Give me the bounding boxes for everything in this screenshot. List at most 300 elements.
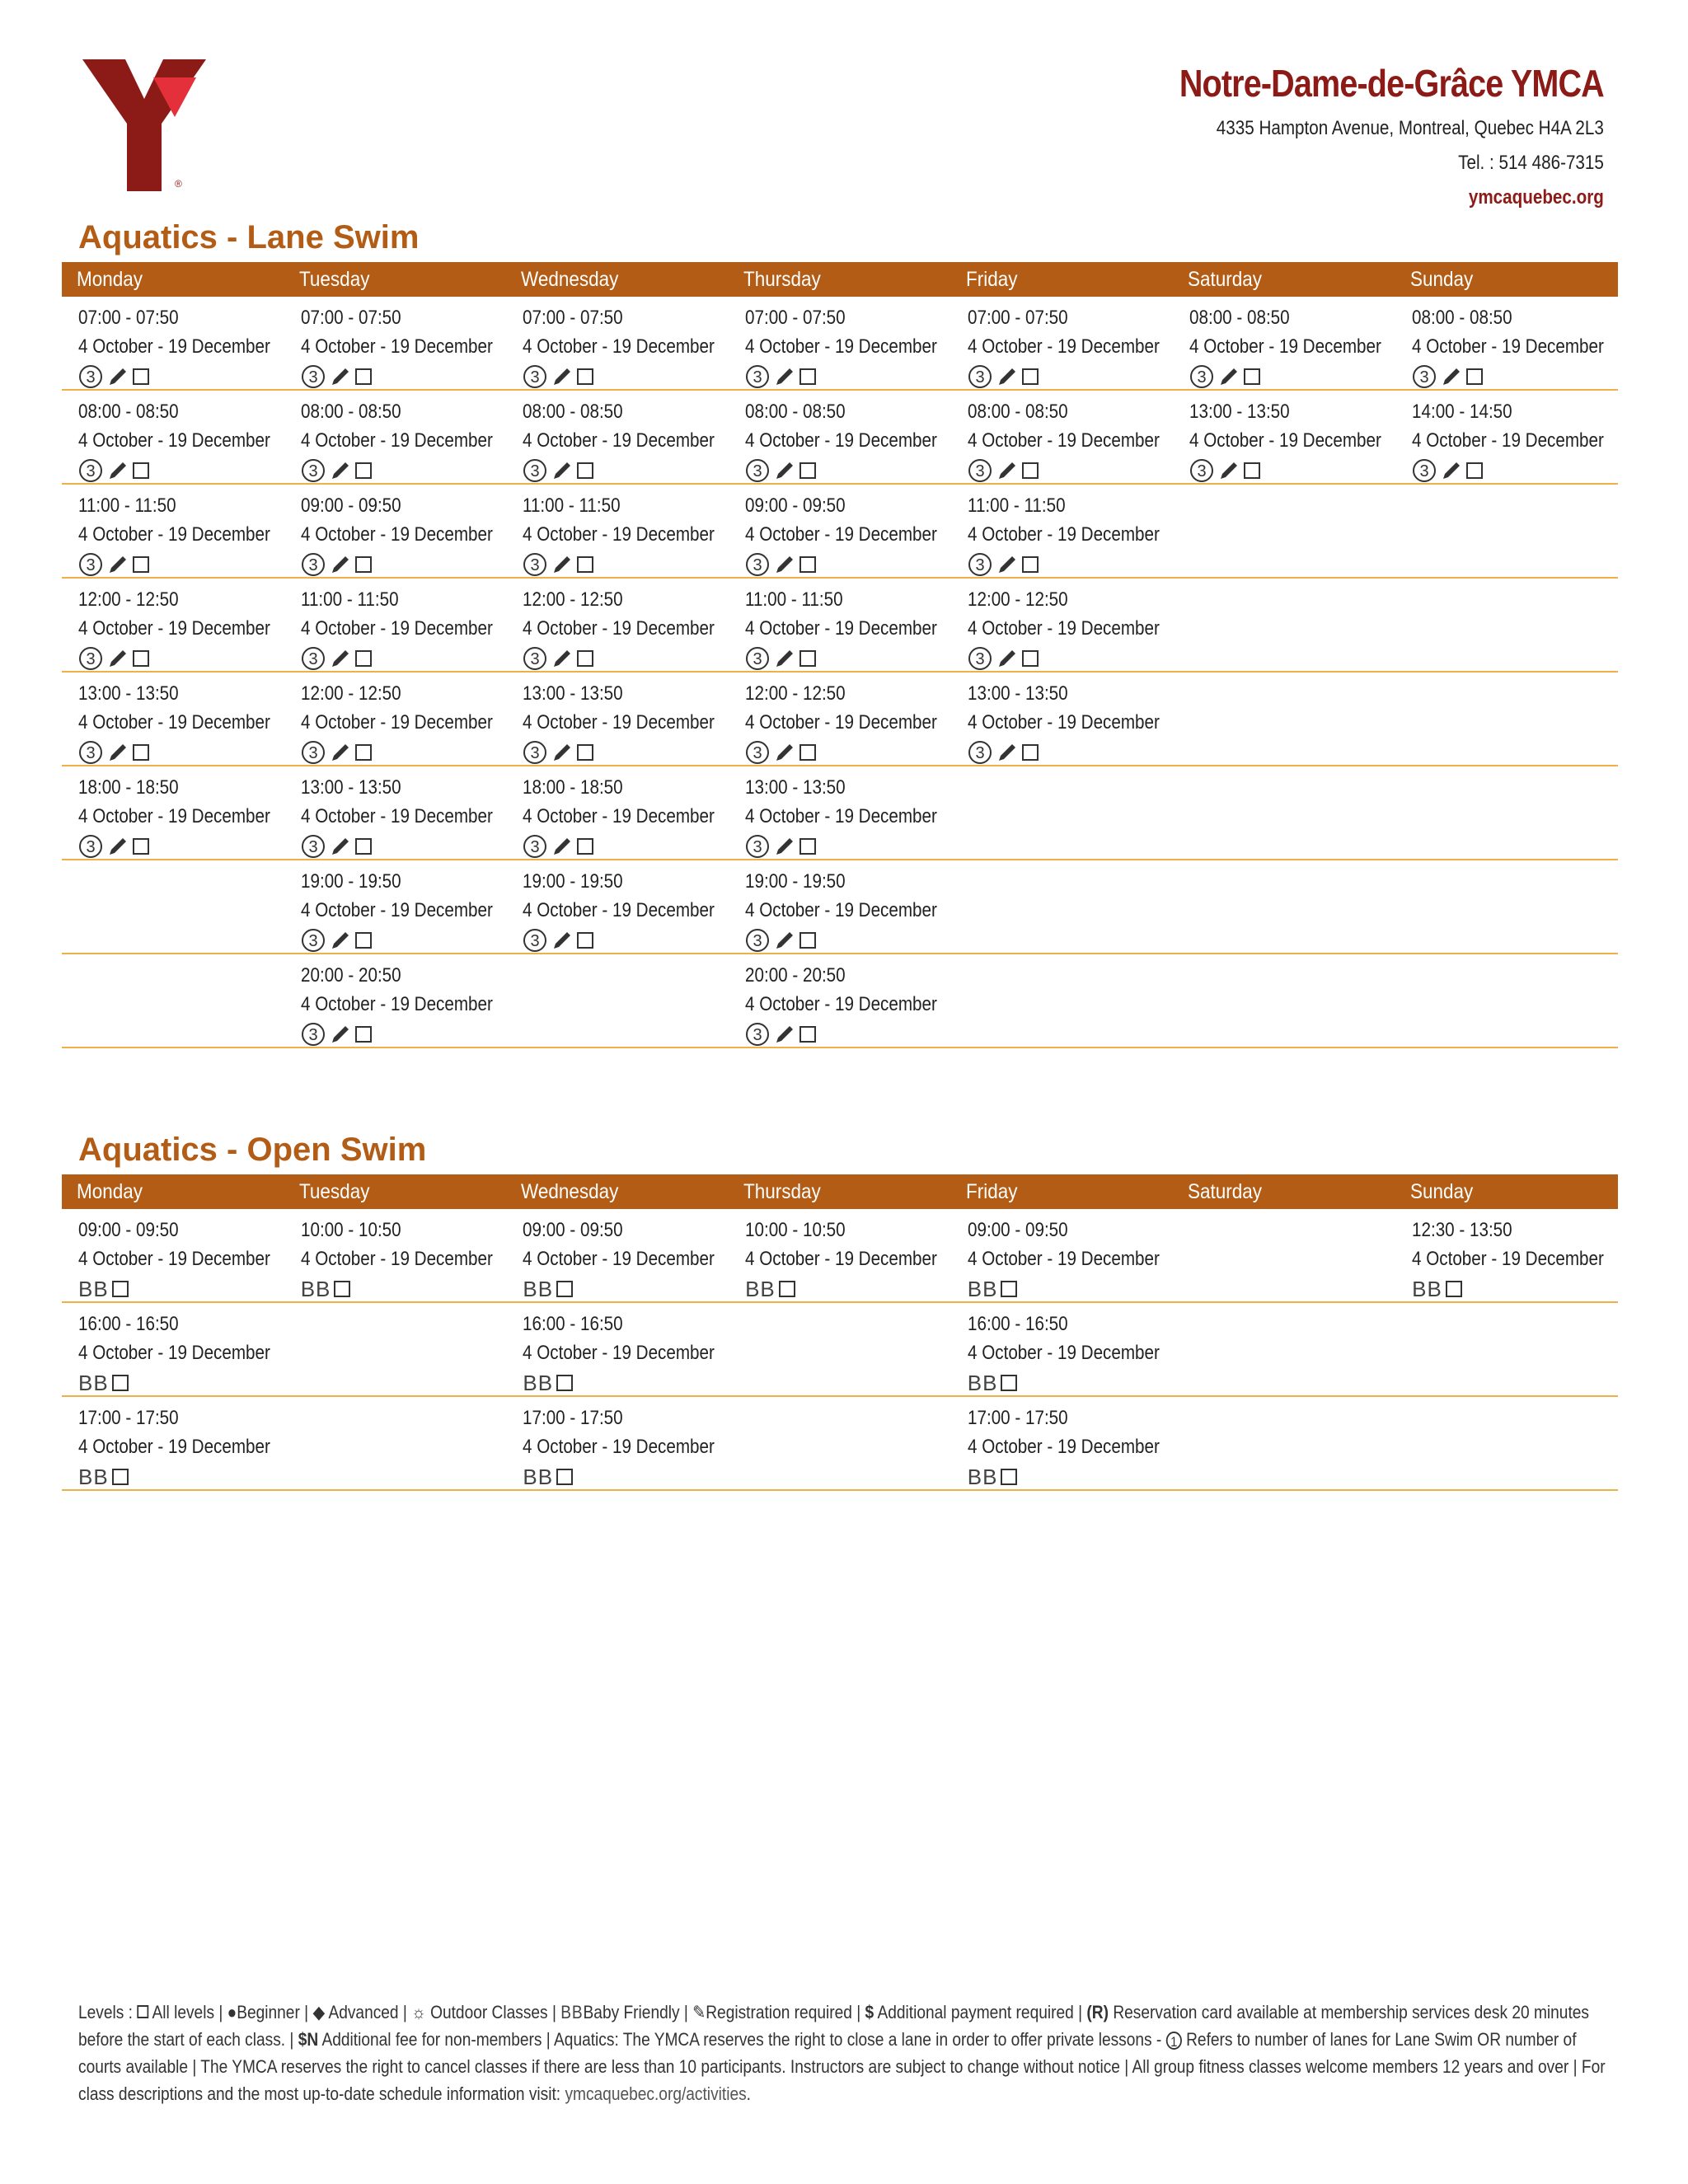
all-levels-icon [1022, 650, 1039, 667]
svg-text:3: 3 [308, 1026, 318, 1044]
lane-count-icon [523, 928, 547, 953]
lane-count-icon [301, 552, 326, 577]
lane-swim-cell-friday [951, 579, 1174, 671]
lane-swim-schedule [62, 297, 1618, 1048]
session-time: 13:00 - 13:50 [523, 682, 624, 705]
session-dates: 4 October - 19 December [745, 1248, 937, 1270]
session-time: 07:00 - 07:50 [523, 307, 624, 329]
all-levels-icon [799, 932, 816, 949]
open-swim-cell-sunday [1395, 1397, 1618, 1489]
lane-swim-cell-monday [62, 673, 284, 765]
session-dates: 4 October - 19 December [300, 805, 493, 827]
session-icons [523, 832, 729, 861]
open-swim-cell-sunday [1395, 1303, 1618, 1395]
lane-swim-cell-wednesday [506, 297, 729, 389]
lane-count-icon [745, 740, 770, 765]
open-swim-header-friday: Friday [965, 1180, 1018, 1203]
session-icons [968, 550, 1174, 579]
session-dates: 4 October - 19 December [1189, 429, 1382, 452]
lane-swim-row [62, 579, 1618, 673]
all-levels-icon [1022, 462, 1039, 479]
legend-nonmember: Additional fee for non-members [321, 2029, 542, 2050]
baby-friendly-icon: BB [523, 1370, 554, 1395]
reservation-icon: (R) [1086, 2002, 1109, 2022]
session-dates: 4 October - 19 December [1189, 335, 1382, 358]
session-time: 09:00 - 09:50 [967, 1219, 1068, 1241]
open-swim-cell-thursday [729, 1397, 951, 1489]
lane-swim-title: Aquatics - Lane Swim [78, 219, 420, 255]
session-icons [745, 1274, 951, 1304]
all-levels-icon [133, 462, 149, 479]
svg-text:3: 3 [530, 368, 540, 387]
svg-text:3: 3 [530, 556, 540, 574]
session-time: 08:00 - 08:50 [1412, 307, 1512, 329]
session-icons [968, 1368, 1174, 1398]
session-icons [78, 456, 284, 485]
open-swim-cell-friday [951, 1397, 1174, 1489]
session-icons [301, 456, 507, 485]
svg-text:3: 3 [308, 368, 318, 387]
lane-count-icon [745, 458, 770, 483]
session-time: 11:00 - 11:50 [300, 588, 399, 611]
lane-swim-cell-monday [62, 391, 284, 483]
lane-count-icon [1189, 364, 1214, 389]
svg-text:3: 3 [530, 744, 540, 762]
session-time: 12:00 - 12:50 [78, 588, 179, 611]
session-dates: 4 October - 19 December [1412, 1248, 1605, 1270]
session-time: 11:00 - 11:50 [745, 588, 843, 611]
ymca-logo [82, 59, 206, 191]
lane-swim-cell-thursday [729, 954, 951, 1047]
all-levels-icon [1001, 1281, 1017, 1297]
open-swim-cell-monday [62, 1397, 284, 1489]
svg-text:3: 3 [753, 368, 762, 387]
pencil-icon [773, 1023, 796, 1046]
lane-swim-cell-saturday [1173, 579, 1395, 671]
baby-friendly-icon: BB [560, 2002, 584, 2022]
svg-text:3: 3 [308, 556, 318, 574]
session-icons [745, 456, 951, 485]
lane-swim-row [62, 766, 1618, 860]
pencil-icon [329, 741, 352, 764]
pencil-icon [773, 741, 796, 764]
session-icons [301, 1274, 507, 1304]
svg-text:3: 3 [1197, 462, 1207, 480]
svg-text:3: 3 [530, 650, 540, 668]
session-icons [523, 1274, 729, 1304]
pencil-icon [773, 365, 796, 388]
session-dates: 4 October - 19 December [745, 617, 937, 640]
session-icons [301, 362, 507, 391]
session-time: 19:00 - 19:50 [523, 870, 624, 893]
lane-count-icon [78, 552, 103, 577]
session-icons [1412, 362, 1618, 391]
dollar-icon: $ [865, 2002, 874, 2022]
lane-swim-cell-monday [62, 860, 284, 953]
all-levels-icon [1466, 368, 1483, 385]
lane-swim-cell-monday [62, 297, 284, 389]
session-dates: 4 October - 19 December [300, 523, 493, 546]
session-dates: 4 October - 19 December [745, 805, 937, 827]
all-levels-icon [799, 650, 816, 667]
session-dates: 4 October - 19 December [523, 523, 715, 546]
open-swim-row [62, 1397, 1618, 1491]
lane-swim-cell-sunday [1395, 391, 1618, 483]
all-levels-icon [1022, 556, 1039, 573]
session-dates: 4 October - 19 December [967, 711, 1160, 733]
svg-text:3: 3 [975, 556, 985, 574]
legend-all-levels: All levels [152, 2002, 215, 2022]
session-icons [1412, 456, 1618, 485]
all-levels-icon [133, 744, 149, 761]
session-time: 13:00 - 13:50 [745, 776, 846, 799]
lane-number-icon: 1 [1166, 2032, 1182, 2050]
open-swim-cell-wednesday [506, 1209, 729, 1301]
session-dates: 4 October - 19 December [78, 711, 270, 733]
svg-text:3: 3 [753, 650, 762, 668]
session-icons [78, 362, 284, 391]
session-time: 08:00 - 08:50 [300, 401, 401, 423]
lane-swim-cell-wednesday [506, 673, 729, 765]
svg-text:®: ® [175, 178, 182, 190]
session-dates: 4 October - 19 December [300, 899, 493, 921]
session-dates: 4 October - 19 December [523, 1248, 715, 1270]
advanced-icon: ◆ [312, 2002, 326, 2022]
brand-block [1110, 61, 1604, 209]
session-dates: 4 October - 19 December [300, 429, 493, 452]
baby-friendly-icon: BB [78, 1276, 109, 1301]
lane-swim-cell-friday [951, 954, 1174, 1047]
nonmember-fee-icon: $N [298, 2029, 319, 2050]
session-time: 09:00 - 09:50 [523, 1219, 624, 1241]
open-swim-schedule [62, 1209, 1618, 1491]
session-dates: 4 October - 19 December [967, 1342, 1160, 1364]
lane-count-icon [78, 364, 103, 389]
all-levels-icon [112, 1281, 129, 1297]
all-levels-icon [137, 2005, 148, 2018]
pencil-icon [1440, 459, 1463, 482]
session-dates: 4 October - 19 December [523, 335, 715, 358]
baby-friendly-icon: BB [967, 1370, 998, 1395]
session-icons [968, 1274, 1174, 1304]
session-icons [745, 738, 951, 767]
session-dates: 4 October - 19 December [967, 523, 1160, 546]
session-icons [78, 644, 284, 673]
open-swim-cell-friday [951, 1303, 1174, 1395]
lane-count-icon [301, 928, 326, 953]
lane-count-icon [745, 928, 770, 953]
session-dates: 4 October - 19 December [300, 1248, 493, 1270]
svg-text:3: 3 [308, 744, 318, 762]
pencil-icon [329, 459, 352, 482]
session-time: 17:00 - 17:50 [967, 1407, 1068, 1429]
open-swim-cell-sunday [1395, 1209, 1618, 1301]
baby-friendly-icon: BB [78, 1464, 109, 1489]
all-levels-icon [1001, 1469, 1017, 1485]
svg-text:3: 3 [86, 462, 96, 480]
open-swim-cell-tuesday [284, 1397, 507, 1489]
legend-reservation: Reservation card available at membership services desk 20 minutes before the start of each class. [78, 2002, 1589, 2050]
open-swim-cell-thursday [729, 1209, 951, 1301]
legend-ages: All group fitness classes welcome members 12 years and over [1132, 2056, 1569, 2077]
session-icons [745, 1019, 951, 1049]
lane-swim-cell-monday [62, 579, 284, 671]
svg-text:3: 3 [975, 368, 985, 387]
svg-text:3: 3 [86, 368, 96, 387]
session-icons [523, 738, 729, 767]
session-time: 08:00 - 08:50 [967, 401, 1068, 423]
all-levels-icon [1022, 368, 1039, 385]
session-dates: 4 October - 19 December [300, 993, 493, 1015]
session-dates: 4 October - 19 December [78, 805, 270, 827]
session-icons [1412, 1274, 1618, 1304]
pencil-icon [106, 553, 129, 576]
session-icons [523, 644, 729, 673]
all-levels-icon [334, 1281, 350, 1297]
lane-swim-header-tuesday: Tuesday [298, 268, 370, 291]
legend-more-info: For class descriptions and the most up-to-date schedule information visit: [78, 2056, 1606, 2104]
session-dates: 4 October - 19 December [967, 335, 1160, 358]
all-levels-icon [133, 368, 149, 385]
session-time: 13:00 - 13:50 [300, 776, 401, 799]
lane-count-icon [301, 1022, 326, 1047]
session-icons [1189, 456, 1395, 485]
session-time: 07:00 - 07:50 [300, 307, 401, 329]
lane-swim-cell-tuesday [284, 954, 507, 1047]
lane-count-icon [523, 552, 547, 577]
all-levels-icon [799, 462, 816, 479]
open-swim-cell-saturday [1173, 1397, 1395, 1489]
lane-swim-cell-tuesday [284, 579, 507, 671]
session-time: 09:00 - 09:50 [78, 1219, 179, 1241]
lane-swim-cell-monday [62, 766, 284, 859]
all-levels-icon [133, 556, 149, 573]
svg-text:3: 3 [1419, 462, 1429, 480]
legend-cancel: The YMCA reserves the right to cancel classes if there are less than 10 participants. Instructors are subject to change without notice [200, 2056, 1120, 2077]
all-levels-icon [1244, 368, 1260, 385]
lane-swim-cell-friday [951, 391, 1174, 483]
session-icons [78, 1368, 284, 1398]
session-dates: 4 October - 19 December [1412, 335, 1605, 358]
session-time: 16:00 - 16:50 [78, 1313, 179, 1335]
session-dates: 4 October - 19 December [523, 429, 715, 452]
lane-swim-cell-wednesday [506, 579, 729, 671]
activities-link[interactable]: ymcaquebec.org/activities [565, 2083, 747, 2104]
session-time: 09:00 - 09:50 [745, 494, 846, 517]
pencil-icon [106, 835, 129, 858]
session-dates: 4 October - 19 December [78, 429, 270, 452]
pencil-icon [773, 929, 796, 952]
legend-additional-payment: Additional payment required [877, 2002, 1074, 2022]
lane-count-icon [301, 740, 326, 765]
all-levels-icon [799, 744, 816, 761]
lane-swim-cell-wednesday [506, 391, 729, 483]
pencil-icon [106, 647, 129, 670]
session-time: 07:00 - 07:50 [967, 307, 1068, 329]
pencil-icon [996, 459, 1019, 482]
svg-text:3: 3 [753, 1026, 762, 1044]
lane-count-icon [745, 552, 770, 577]
lane-swim-cell-friday [951, 485, 1174, 577]
beginner-icon: ● [227, 2002, 237, 2022]
session-icons [968, 644, 1174, 673]
pencil-icon [106, 741, 129, 764]
svg-text:3: 3 [308, 838, 318, 856]
svg-text:3: 3 [308, 462, 318, 480]
baby-friendly-icon: BB [78, 1370, 109, 1395]
pencil-icon [551, 741, 574, 764]
session-icons [1189, 362, 1395, 391]
open-swim-cell-wednesday [506, 1397, 729, 1489]
session-time: 07:00 - 07:50 [78, 307, 179, 329]
open-swim-cell-tuesday [284, 1209, 507, 1301]
lane-swim-cell-saturday [1173, 297, 1395, 389]
open-swim-cell-saturday [1173, 1209, 1395, 1301]
lane-swim-row [62, 860, 1618, 954]
svg-text:3: 3 [753, 838, 762, 856]
outdoor-icon: ☼ [411, 2002, 426, 2022]
lane-swim-cell-saturday [1173, 673, 1395, 765]
lane-swim-header-saturday: Saturday [1188, 268, 1263, 291]
open-swim-title: Aquatics - Open Swim [78, 1132, 427, 1168]
all-levels-icon [556, 1281, 573, 1297]
lane-swim-cell-saturday [1173, 391, 1395, 483]
lane-swim-header-friday: Friday [965, 268, 1018, 291]
pencil-icon [551, 647, 574, 670]
lane-swim-cell-wednesday [506, 485, 729, 577]
lane-swim-cell-saturday [1173, 860, 1395, 953]
all-levels-icon [556, 1375, 573, 1391]
pencil-icon [1440, 365, 1463, 388]
all-levels-icon [577, 744, 593, 761]
all-levels-icon [355, 1026, 372, 1043]
lane-swim-cell-thursday [729, 485, 951, 577]
pencil-icon [106, 459, 129, 482]
lane-swim-cell-thursday [729, 766, 951, 859]
lane-swim-cell-tuesday [284, 391, 507, 483]
pencil-icon [329, 553, 352, 576]
lane-count-icon [301, 646, 326, 671]
all-levels-icon [577, 368, 593, 385]
baby-friendly-icon: BB [523, 1464, 554, 1489]
session-icons [301, 550, 507, 579]
open-swim-header-sunday: Sunday [1410, 1180, 1474, 1203]
session-time: 20:00 - 20:50 [300, 964, 401, 987]
branch-website-link[interactable]: ymcaquebec.org [1468, 186, 1604, 209]
lane-swim-cell-sunday [1395, 579, 1618, 671]
all-levels-icon [355, 368, 372, 385]
session-time: 08:00 - 08:50 [523, 401, 624, 423]
svg-text:3: 3 [308, 650, 318, 668]
lane-swim-cell-wednesday [506, 954, 729, 1047]
pencil-icon [329, 647, 352, 670]
lane-swim-cell-friday [951, 297, 1174, 389]
pencil-icon: ✎ [692, 2002, 706, 2022]
session-time: 13:00 - 13:50 [967, 682, 1068, 705]
lane-swim-cell-monday [62, 485, 284, 577]
all-levels-icon [577, 838, 593, 855]
open-swim-day-header [62, 1174, 1618, 1209]
session-time: 11:00 - 11:50 [78, 494, 176, 517]
session-icons [301, 926, 507, 955]
session-icons [523, 550, 729, 579]
session-dates: 4 October - 19 December [300, 711, 493, 733]
session-icons [968, 362, 1174, 391]
pencil-icon [996, 647, 1019, 670]
all-levels-icon [355, 838, 372, 855]
pencil-icon [996, 553, 1019, 576]
lane-swim-header-thursday: Thursday [743, 268, 821, 291]
lane-count-icon [1412, 458, 1437, 483]
session-icons [523, 362, 729, 391]
session-dates: 4 October - 19 December [523, 899, 715, 921]
all-levels-icon [355, 650, 372, 667]
session-icons [523, 456, 729, 485]
svg-text:3: 3 [530, 932, 540, 950]
open-swim-header-thursday: Thursday [743, 1180, 821, 1203]
lane-swim-header-wednesday: Wednesday [521, 268, 619, 291]
session-dates: 4 October - 19 December [745, 711, 937, 733]
pencil-icon [106, 365, 129, 388]
lane-count-icon [301, 834, 326, 859]
all-levels-icon [556, 1469, 573, 1485]
lane-swim-cell-sunday [1395, 673, 1618, 765]
lane-count-icon [745, 364, 770, 389]
lane-swim-cell-sunday [1395, 860, 1618, 953]
svg-text:3: 3 [975, 650, 985, 668]
all-levels-icon [577, 462, 593, 479]
baby-friendly-icon: BB [967, 1464, 998, 1489]
lane-swim-header-sunday: Sunday [1410, 268, 1474, 291]
lane-swim-cell-saturday [1173, 766, 1395, 859]
all-levels-icon [355, 744, 372, 761]
lane-count-icon [968, 646, 992, 671]
session-dates: 4 October - 19 December [523, 617, 715, 640]
session-icons [745, 926, 951, 955]
session-dates: 4 October - 19 December [300, 335, 493, 358]
lane-count-icon [523, 458, 547, 483]
pencil-icon [551, 929, 574, 952]
session-time: 07:00 - 07:50 [745, 307, 846, 329]
pencil-icon [329, 835, 352, 858]
svg-text:3: 3 [975, 462, 985, 480]
session-icons [78, 550, 284, 579]
session-icons [78, 738, 284, 767]
session-icons [78, 1274, 284, 1304]
session-time: 08:00 - 08:50 [78, 401, 179, 423]
session-icons [523, 1462, 729, 1492]
session-icons [78, 1462, 284, 1492]
all-levels-icon [355, 556, 372, 573]
session-time: 08:00 - 08:50 [745, 401, 846, 423]
svg-text:3: 3 [530, 462, 540, 480]
legend-registration: Registration required [706, 2002, 852, 2022]
all-levels-icon [133, 650, 149, 667]
open-swim-header-tuesday: Tuesday [298, 1180, 370, 1203]
all-levels-icon [355, 462, 372, 479]
session-icons [968, 456, 1174, 485]
all-levels-icon [577, 650, 593, 667]
session-dates: 4 October - 19 December [523, 1436, 715, 1458]
legend-lanes-note: Refers to number of lanes for Lane Swim OR number of courts available [78, 2029, 1577, 2077]
lane-count-icon [968, 364, 992, 389]
legend-baby: Baby Friendly [583, 2002, 680, 2022]
session-time: 17:00 - 17:50 [78, 1407, 179, 1429]
open-swim-cell-tuesday [284, 1303, 507, 1395]
pencil-icon [996, 365, 1019, 388]
session-time: 14:00 - 14:50 [1412, 401, 1512, 423]
lane-count-icon [968, 552, 992, 577]
